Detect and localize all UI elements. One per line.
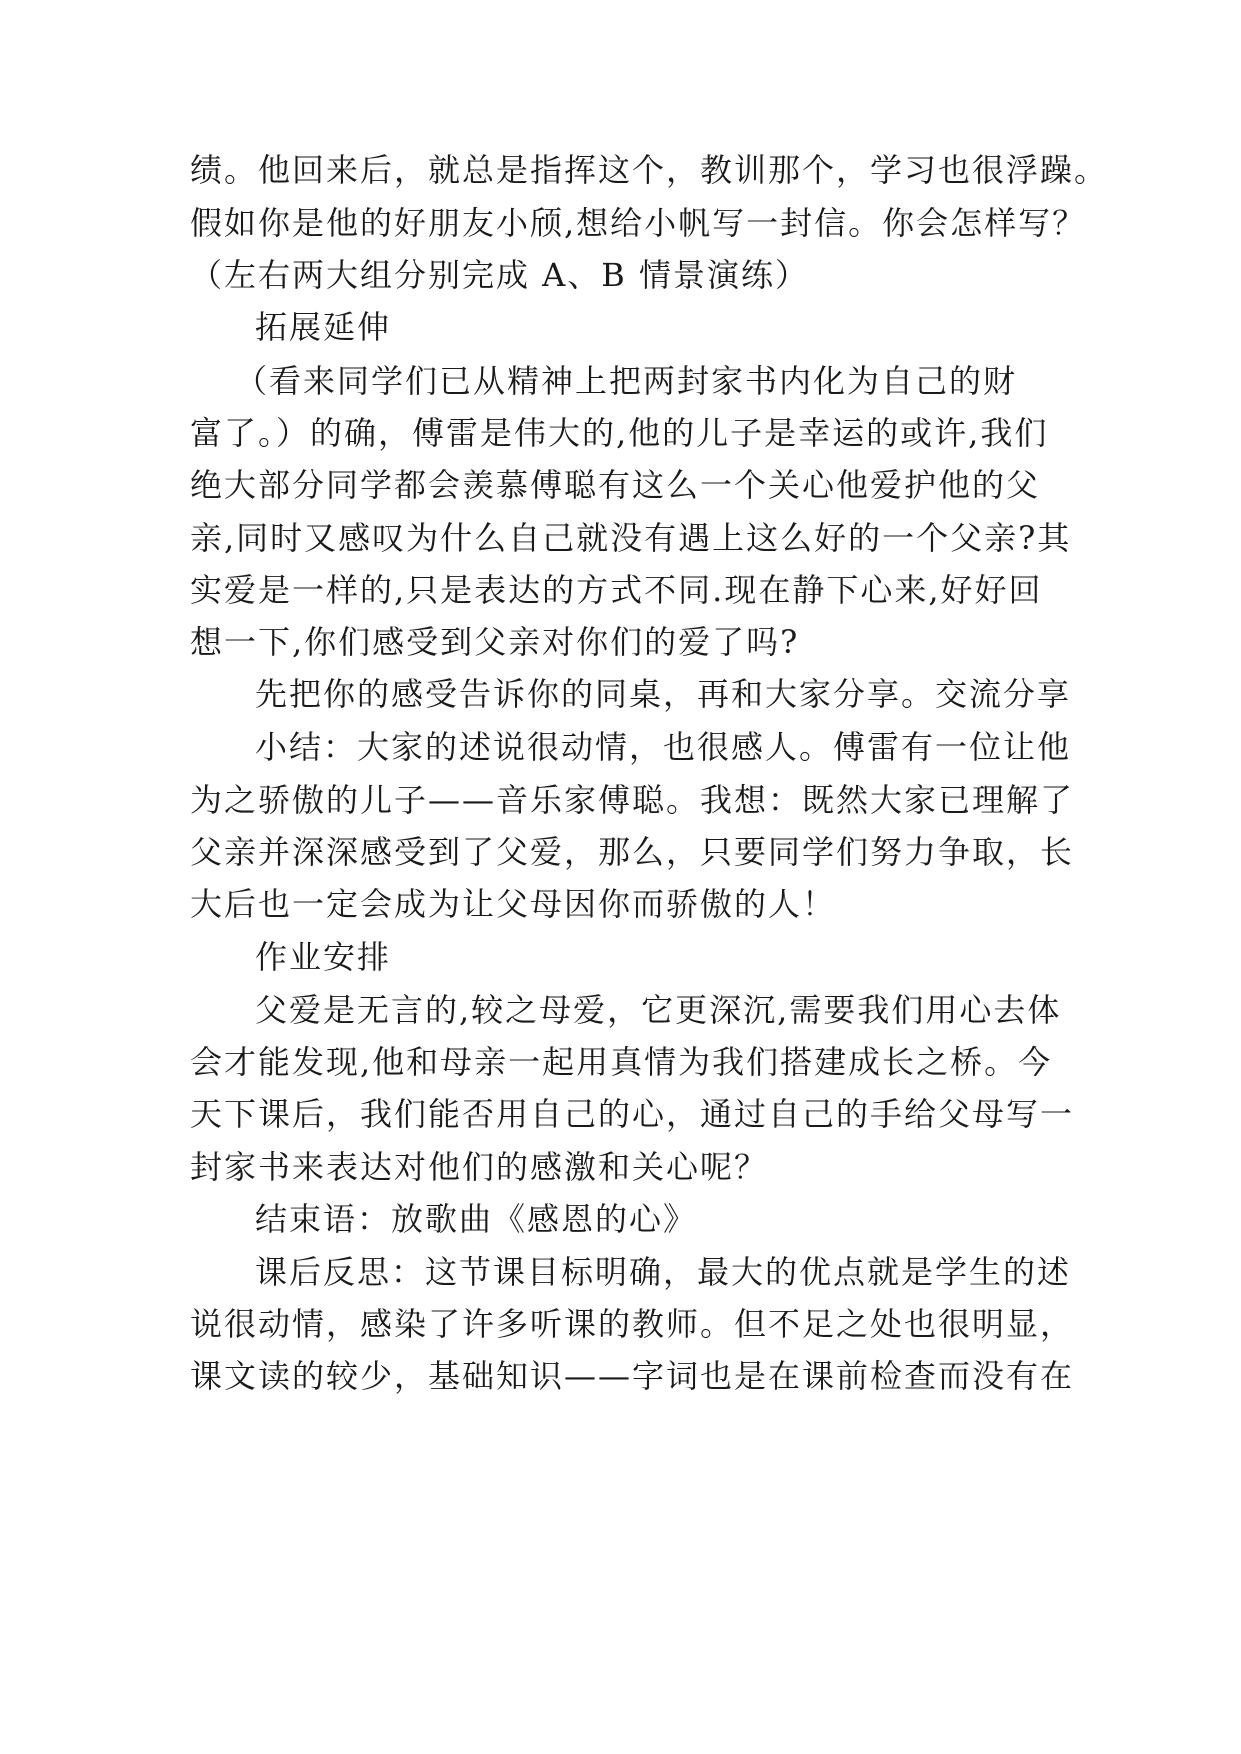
section-heading-extension: 拓展延伸: [255, 308, 392, 346]
text-line-9: 实爱是一样的,只是表达的方式不同.现在静下心来,好好回: [190, 571, 1043, 609]
text-line-15: 大后也一定会成为让父母因你而骄傲的人！: [190, 885, 837, 923]
text-line-1: 绩。他回来后，就总是指挥这个，教训那个，学习也很浮躁。: [190, 151, 1109, 189]
text-line-14: 父亲并深深感受到了父爱，那么，只要同学们努力争取，长: [190, 833, 1075, 871]
text-line-8: 亲,同时又感叹为什么自己就没有遇上这么好的一个父亲?其: [190, 519, 1072, 557]
text-line-18: 会才能发现,他和母亲一起用真情为我们搭建成长之桥。今: [190, 1043, 1053, 1081]
section-heading-homework: 作业安排: [255, 938, 392, 976]
text-line-13: 为之骄傲的儿子——音乐家傅聪。我想：既然大家已理解了: [190, 781, 1075, 819]
text-line-reflection: 课后反思：这节课目标明确，最大的优点就是学生的述: [255, 1253, 1072, 1291]
text-line-6: 富了。）的确，傅雷是伟大的,他的儿子是幸运的或许,我们: [190, 414, 1049, 452]
text-line-19: 天下课后，我们能否用自己的心，通过自己的手给父母写一: [190, 1095, 1075, 1133]
section-heading-closing: 结束语：放歌曲《感恩的心》: [255, 1200, 698, 1238]
text-line-10: 想一下,你们感受到父亲对你们的爱了吗?: [190, 623, 800, 661]
text-line-7: 绝大部分同学都会羡慕傅聪有这么一个关心他爱护他的父: [190, 466, 1041, 504]
text-line-2: 假如你是他的好朋友小颀,想给小帆写一封信。你会怎样写？: [190, 204, 1087, 242]
text-line-23: 说很动情，感染了许多听课的教师。但不足之处也很明显，: [190, 1305, 1075, 1343]
text-line-3: （左右两大组分别完成 A、B 情景演练）: [190, 256, 809, 294]
text-line-17: 父爱是无言的,较之母爱，它更深沉,需要我们用心去体: [255, 991, 1062, 1029]
text-line-20: 封家书来表达对他们的感激和关心呢？: [190, 1148, 769, 1186]
text-line-5: （看来同学们已从精神上把两封家书内化为自己的财: [235, 362, 1018, 400]
text-line-11: 先把你的感受告诉你的同桌，再和大家分享。交流分享: [255, 675, 1072, 713]
text-line-24: 课文读的较少，基础知识——字词也是在课前检查而没有在: [190, 1357, 1075, 1395]
text-line-summary: 小结：大家的述说很动情，也很感人。傅雷有一位让他: [255, 728, 1072, 766]
